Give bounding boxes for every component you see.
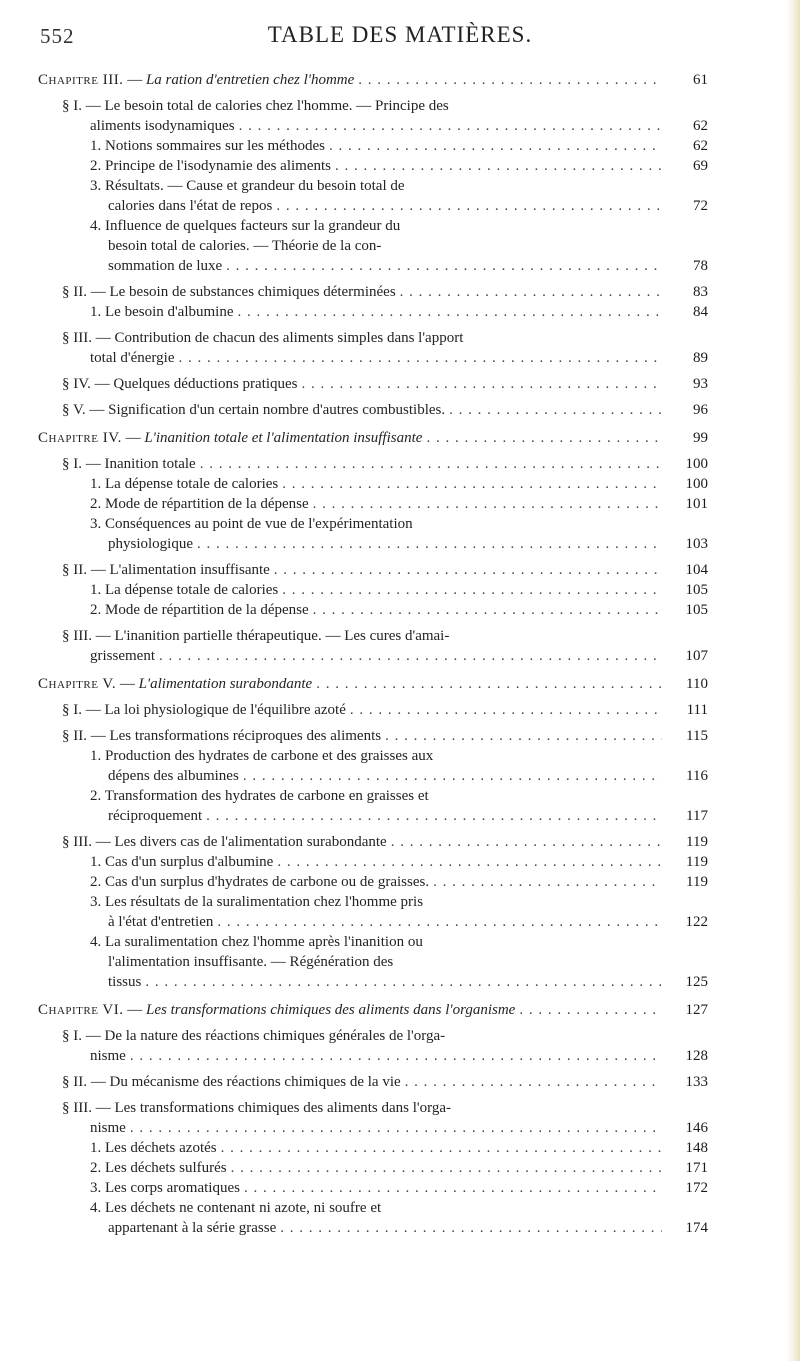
toc-item-entry [0,786,800,826]
entry-text: § II. — Le besoin de substances chimiques déterminées [62,284,396,300]
page-ref: 133 [685,1074,708,1090]
entry-text: 1. Les déchets azotés [90,1140,217,1156]
page-ref: 99 [693,430,708,446]
leader-dots [206,806,662,826]
page-ref: 62 [693,118,708,134]
toc-item-entry [0,1198,800,1238]
toc-section-entry [0,282,800,302]
entry-text: § I. — La loi physiologique de l'équilibre azoté [62,702,346,718]
toc-item-entry [0,176,800,216]
page-ref: 119 [686,854,708,870]
table-of-contents [0,70,800,1238]
entry-text: tissus [108,974,142,990]
toc-item-entry [0,1138,800,1158]
chapter-label: Chapitre V. [38,676,117,692]
entry-text: aliments isodynamiques [90,118,235,134]
chapter-title: La ration d'entretien chez l'homme [145,72,355,88]
page-ref: 107 [685,648,708,664]
leader-dots [274,560,662,580]
entry-text: § III. — Les divers cas de l'alimentation surabondante [62,834,387,850]
entry-text: § II. — Du mécanisme des réactions chimiques de la vie [62,1074,401,1090]
leader-dots [302,374,662,394]
entry-text: § I. — De la nature des réactions chimiques générales de l'orga- [62,1028,446,1044]
page-ref: 116 [686,768,708,784]
leader-dots [335,156,662,176]
page-ref: 83 [693,284,708,300]
entry-text: § II. — L'alimentation insuffisante [62,562,270,578]
entry-text: 2. Mode de répartition de la dépense [90,496,309,512]
chapter-label: Chapitre VI. [38,1002,124,1018]
toc-section-entry [0,700,800,720]
entry-text: § III. — L'inanition partielle thérapeutique. — Les cures d'amai- [62,628,450,644]
entry-text: à l'état d'entretien [108,914,214,930]
page-ref: 105 [685,582,708,598]
page-ref: 104 [685,562,708,578]
leader-dots [426,428,662,448]
entry-text: 1. Notions sommaires sur les méthodes [90,138,325,154]
leader-dots [282,474,662,494]
toc-chapter-entry: Chapitre VI. — Les transformations chimiques des aliments dans l'organisme . . . 127 [0,1000,800,1020]
leader-dots [329,136,662,156]
page-ref: 105 [685,602,708,618]
toc-section-entry [0,626,800,666]
entry-text: 2. Mode de répartition de la dépense [90,602,309,618]
toc-item-entry [0,494,800,514]
page-ref: 128 [685,1048,708,1064]
entry-text: grissement [90,648,155,664]
page-ref: 117 [686,808,708,824]
leader-dots [277,852,662,872]
leader-dots [282,580,662,600]
leader-dots [130,1118,662,1138]
entry-text: § III. — Les transformations chimiques des aliments dans l'orga- [62,1100,452,1116]
leader-dots [313,600,662,620]
toc-item-entry [0,580,800,600]
page-ref: 119 [686,834,708,850]
toc-item-entry [0,600,800,620]
entry-text: § I. — Le besoin total de calories chez l'homme. — Principe des [62,98,449,114]
leader-dots [200,454,662,474]
page-ref: 111 [686,702,708,718]
entry-text: 2. Transformation des hydrates de carbone en graisses et [90,788,429,804]
toc-section-entry [0,400,800,420]
leader-dots [358,70,662,90]
page-number: 552 [40,24,75,48]
page-ref: 171 [685,1160,708,1176]
toc-item-entry [0,156,800,176]
leader-dots [217,912,662,932]
toc-item-entry [0,746,800,786]
leader-dots [197,534,662,554]
leader-dots [145,972,662,992]
leader-dots [385,726,662,746]
entry-text: 3. Résultats. — Cause et grandeur du besoin total de [90,178,405,194]
toc-item-entry [0,1158,800,1178]
toc-item-entry [0,852,800,872]
entry-text: § IV. — Quelques déductions pratiques [62,376,298,392]
leader-dots [433,872,662,892]
entry-text: 4. La suralimentation chez l'homme après l'inanition ou [90,934,423,950]
entry-text: 3. Conséquences au point de vue de l'expérimentation [90,516,413,532]
entry-text: 3. Les résultats de la suralimentation chez l'homme pris [90,894,424,910]
page-ref: 110 [686,676,708,692]
toc-section-entry [0,96,800,136]
page-ref: 61 [693,72,708,88]
entry-text: 1. La dépense totale de calories [90,582,279,598]
leader-dots [313,494,662,514]
toc-item-entry [0,216,800,276]
page-header [0,20,800,56]
toc-item-entry [0,872,800,892]
page-ref: 103 [685,536,708,552]
page-ref: 172 [685,1180,708,1196]
chapter-title: Les transformations chimiques des aliments dans l'organisme [146,1002,516,1018]
entry-text: physiologique [108,536,193,552]
entry-text: total d'énergie [90,350,175,366]
leader-dots [400,282,662,302]
leader-dots [244,1178,662,1198]
page-ref: 78 [693,258,708,274]
leader-dots [178,348,662,368]
toc-chapter-entry: Chapitre III. — La ration d'entretien chez l'homme . . . 61 [0,70,800,90]
toc-section-entry [0,1098,800,1138]
leader-dots [159,646,662,666]
toc-section-entry [0,560,800,580]
entry-text: réciproquement [108,808,203,824]
entry-text: nisme [90,1048,126,1064]
entry-text: 4. Les déchets ne contenant ni azote, ni soufre et [90,1200,382,1216]
chapter-title: L'inanition totale et l'alimentation insuffisante [144,430,423,446]
entry-text: § I. — Inanition totale [62,456,196,472]
page-ref: 146 [685,1120,708,1136]
leader-dots [405,1072,662,1092]
entry-text: l'alimentation insuffisante. — Régénération des [108,954,394,970]
chapter-label: Chapitre IV. [38,430,122,446]
entry-text: 1. Production des hydrates de carbone et des graisses aux [90,748,434,764]
entry-text: 1. Cas d'un surplus d'albumine [90,854,274,870]
leader-dots [239,116,662,136]
leader-dots [391,832,662,852]
page-ref: 72 [693,198,708,214]
page-ref: 125 [685,974,708,990]
toc-section-entry [0,1026,800,1066]
page-ref: 100 [685,456,708,472]
entry-text: 2. Principe de l'isodynamie des aliments [90,158,331,174]
entry-text: dépens des albumines [108,768,239,784]
toc-item-entry [0,892,800,932]
page-ref: 101 [685,496,708,512]
toc-section-entry [0,374,800,394]
leader-dots [238,302,662,322]
entry-text: sommation de luxe [108,258,223,274]
toc-item-entry [0,514,800,554]
page-ref: 127 [685,1002,708,1018]
toc-section-entry [0,832,800,852]
entry-text: 3. Les corps aromatiques [90,1180,240,1196]
chapter-title: L'alimentation surabondante [138,676,313,692]
chapter-label: Chapitre III. [38,72,124,88]
entry-text: § III. — Contribution de chacun des aliments simples dans l'apport [62,330,464,346]
page-ref: 84 [693,304,708,320]
toc-section-entry [0,726,800,746]
leader-dots [231,1158,662,1178]
page-ref: 174 [685,1220,708,1236]
page-ref: 62 [693,138,708,154]
entry-text: calories dans l'état de repos [108,198,273,214]
entry-text: § V. — Signification d'un certain nombre d'autres combustibles. [62,402,446,418]
running-title: TABLE DES MATIÈRES. [267,22,533,47]
entry-text: besoin total de calories. — Théorie de la con- [108,238,382,254]
leader-dots [276,196,662,216]
toc-chapter-entry: Chapitre V. — L'alimentation surabondante . . . 110 [0,674,800,694]
entry-text: § II. — Les transformations réciproques des aliments [62,728,382,744]
leader-dots [519,1000,662,1020]
page-ref: 69 [693,158,708,174]
entry-text: 1. La dépense totale de calories [90,476,279,492]
leader-dots [221,1138,662,1158]
page-ref: 115 [686,728,708,744]
entry-text: 4. Influence de quelques facteurs sur la grandeur du [90,218,401,234]
page-ref: 148 [685,1140,708,1156]
toc-section-entry [0,328,800,368]
page-ref: 96 [693,402,708,418]
toc-chapter-entry: Chapitre IV. — L'inanition totale et l'alimentation insuffisante . . . 99 [0,428,800,448]
toc-section-entry [0,454,800,474]
page-ref: 93 [693,376,708,392]
toc-item-entry [0,932,800,992]
toc-item-entry [0,136,800,156]
toc-section-entry [0,1072,800,1092]
entry-text: 2. Cas d'un surplus d'hydrates de carbone ou de graisses. [90,874,430,890]
leader-dots [243,766,662,786]
page-ref: 122 [685,914,708,930]
leader-dots [350,700,662,720]
page-ref: 100 [685,476,708,492]
page-ref: 89 [693,350,708,366]
leader-dots [316,674,662,694]
page-ref: 119 [686,874,708,890]
entry-text: nisme [90,1120,126,1136]
leader-dots [130,1046,662,1066]
entry-text: appartenant à la série grasse [108,1220,277,1236]
leader-dots [226,256,662,276]
toc-item-entry [0,1178,800,1198]
entry-text: 1. Le besoin d'albumine [90,304,234,320]
toc-item-entry [0,302,800,322]
toc-item-entry [0,474,800,494]
leader-dots [280,1218,662,1238]
entry-text: 2. Les déchets sulfurés [90,1160,227,1176]
leader-dots [449,400,662,420]
